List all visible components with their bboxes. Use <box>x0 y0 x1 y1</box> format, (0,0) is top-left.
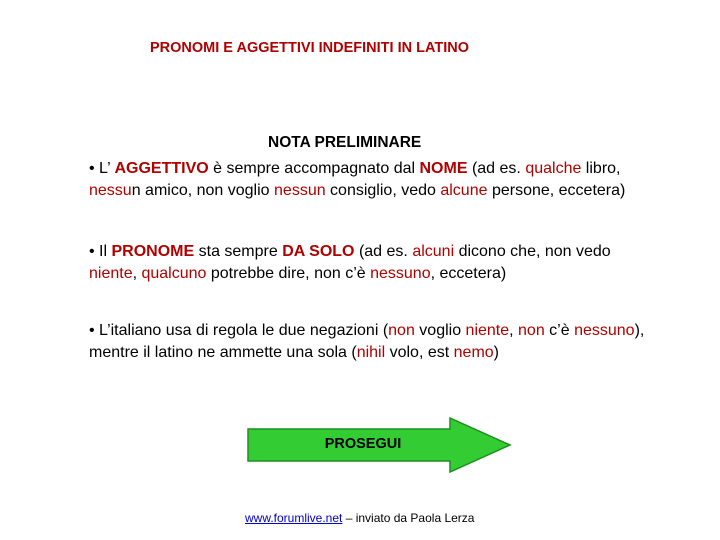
paragraph-run: n amico, non voglio <box>131 181 275 199</box>
paragraph-run: qualcuno <box>141 264 207 282</box>
paragraph-run: nemo <box>453 343 494 361</box>
paragraph-run: alcune <box>440 181 488 199</box>
footer-credit <box>245 511 474 525</box>
paragraph-run: • Il <box>89 243 112 260</box>
paragraph-run: libro, <box>581 160 621 177</box>
paragraph-run: , <box>132 264 142 282</box>
paragraph-negation <box>89 320 649 363</box>
paragraph-run: potrebbe dire, non c’è <box>206 264 371 282</box>
forumlive-link[interactable]: www.forumlive.net <box>245 511 343 525</box>
paragraph-run: niente <box>465 322 510 339</box>
paragraph-run: (ad es. <box>467 160 526 177</box>
paragraph-run: nessu <box>89 181 132 199</box>
paragraph-run: ), mentre il latino ne ammette una sola ( <box>89 322 645 361</box>
paragraph-adjective <box>89 158 649 201</box>
paragraph-run: (ad es. <box>354 243 413 260</box>
paragraph-run: voglio <box>414 322 466 339</box>
paragraph-run: DA SOLO <box>282 243 355 260</box>
paragraph-run: , <box>509 322 519 339</box>
paragraph-run: PRONOME <box>111 243 195 260</box>
paragraph-run: non <box>388 322 415 339</box>
paragraph-run: • L’italiano usa di regola le due negazioni ( <box>89 322 389 339</box>
prosegui-label: PROSEGUI <box>324 436 402 452</box>
paragraph-run: nessun <box>274 181 326 199</box>
paragraph-run: dicono che, non vedo <box>454 243 611 260</box>
paragraph-run: sta sempre <box>194 243 283 260</box>
paragraph-run: non <box>518 322 545 339</box>
paragraph-run: AGGETTIVO <box>114 160 209 177</box>
paragraph-run: NOME <box>419 160 468 177</box>
footer-credit-text: – inviato da Paola Lerza <box>342 511 475 525</box>
paragraph-run: qualche <box>525 160 582 177</box>
paragraph-run: nihil <box>356 343 386 361</box>
paragraph-pronoun <box>89 241 649 284</box>
paragraph-run: ) <box>493 343 499 361</box>
paragraph-run: niente <box>89 264 133 282</box>
paragraph-run: consiglio, vedo <box>325 181 441 199</box>
paragraph-run: persone, eccetera) <box>487 181 626 199</box>
paragraph-run: nessuno <box>370 264 431 282</box>
prosegui-button[interactable] <box>247 417 512 473</box>
paragraph-run: nessuno <box>574 322 635 339</box>
section-subtitle: NOTA PRELIMINARE <box>268 134 422 151</box>
paragraph-run: è sempre accompagnato dal <box>208 160 420 177</box>
paragraph-run: volo, est <box>385 343 454 361</box>
page-title: PRONOMI E AGGETTIVI INDEFINITI IN LATINO <box>150 40 469 56</box>
paragraph-run: alcuni <box>412 243 455 260</box>
paragraph-run: , eccetera) <box>430 264 507 282</box>
paragraph-run: • L’ <box>89 160 115 177</box>
paragraph-run: c’è <box>544 322 575 339</box>
